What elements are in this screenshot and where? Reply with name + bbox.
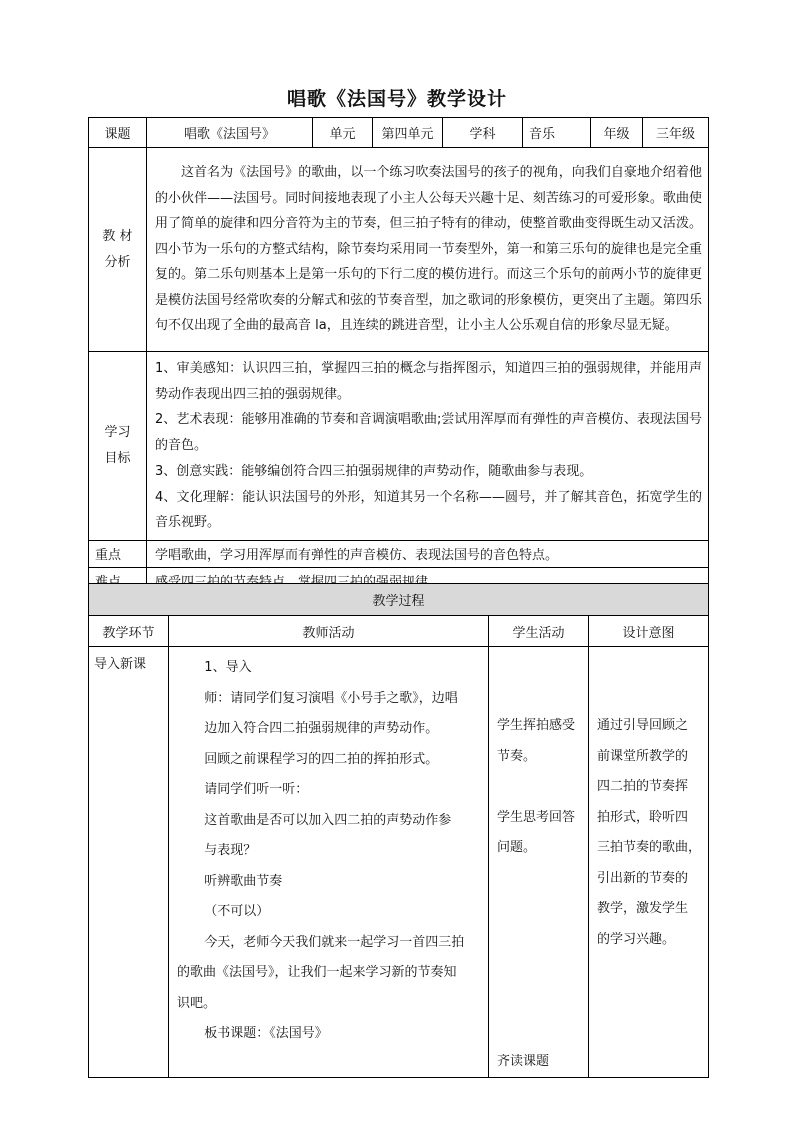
teacher-activity bbox=[169, 647, 489, 1078]
student-line: 问题。 bbox=[497, 840, 537, 855]
intent-line: 三拍节奏的歌曲， bbox=[597, 840, 702, 855]
course-info-table bbox=[88, 117, 709, 595]
intent-line: 通过引导回顾之 bbox=[597, 718, 689, 733]
objectives-label-line2: 目标 bbox=[104, 450, 131, 466]
key-point-label: 重点 bbox=[89, 540, 147, 567]
unit-label: 单元 bbox=[313, 118, 373, 148]
teacher-line: 1、导入 bbox=[204, 660, 252, 675]
intent-line: 四二拍的节奏挥 bbox=[597, 779, 689, 794]
teaching-process-table bbox=[88, 583, 709, 1078]
process-header-row bbox=[89, 584, 709, 616]
subject-label: 学科 bbox=[443, 118, 523, 148]
objectives-row bbox=[89, 352, 709, 541]
student-line bbox=[497, 864, 582, 895]
student-line bbox=[497, 772, 582, 803]
teacher-line: 的歌曲《法国号》，让我们一起来学习新的节奏知 bbox=[177, 965, 457, 980]
intent-spacer bbox=[597, 955, 702, 1015]
student-line: 节奏。 bbox=[497, 748, 537, 764]
student-line bbox=[497, 1016, 582, 1047]
col-teacher: 教师活动 bbox=[169, 616, 489, 647]
grade-label: 年级 bbox=[591, 118, 643, 148]
objective-item: 4、文化理解：能认识法国号的外形，知道其另一个名称——圆号，并了解其音色，拓宽学生的音乐视野。 bbox=[155, 489, 702, 531]
intent-line: 引出新的节奏的 bbox=[597, 870, 689, 886]
subject-value: 音乐 bbox=[523, 118, 591, 148]
student-line bbox=[497, 925, 582, 956]
intent-line: 前课堂所教学的 bbox=[597, 748, 689, 764]
student-line: 齐读课题 bbox=[497, 1053, 550, 1069]
info-row bbox=[89, 118, 709, 148]
teacher-line: 板书课题：《法国号》 bbox=[204, 1026, 328, 1041]
student-line bbox=[497, 955, 582, 986]
teacher-line: 今天，老师今天我们就来一起学习一首四三拍 bbox=[204, 934, 465, 950]
objectives-label-line1: 学习 bbox=[104, 424, 131, 440]
analysis-label-line1: 教 材 bbox=[102, 228, 133, 244]
teacher-line: 边加入符合四二拍强弱规律的声势动作。 bbox=[204, 721, 439, 736]
col-intent: 设计意图 bbox=[589, 616, 709, 647]
intent-line: 的学习兴趣。 bbox=[597, 931, 676, 947]
objective-item: 2、艺术表现：能够用准确的节奏和音调演唱歌曲;尝试用浑厚而有弹性的声音模仿、表现法国号的音色。 bbox=[155, 412, 702, 454]
teacher-line: 识吧。 bbox=[177, 995, 217, 1011]
objective-item: 1、审美感知：认识四三拍，掌握四三拍的概念与指挥图示，知道四三拍的强弱规律，并能用声势动作表现出四三拍的强弱规律。 bbox=[155, 361, 702, 402]
teacher-line: 听辨歌曲节奏 bbox=[204, 873, 283, 889]
student-activity bbox=[489, 647, 589, 1078]
teacher-line: 与表现？ bbox=[204, 843, 257, 858]
objectives-list bbox=[147, 352, 709, 541]
teacher-line: （不可以） bbox=[204, 904, 270, 919]
col-stage: 教学环节 bbox=[89, 616, 169, 647]
course-label: 课题 bbox=[89, 118, 147, 148]
process-columns-row bbox=[89, 616, 709, 647]
intent-line: 教学，激发学生 bbox=[597, 901, 689, 916]
teacher-line: 请同学们听一听： bbox=[204, 782, 309, 797]
student-line: 学生思考回答 bbox=[497, 809, 576, 825]
objectives-label bbox=[89, 352, 147, 541]
teacher-line: 这首歌曲是否可以加入四二拍的声势动作参 bbox=[204, 812, 452, 828]
stage-name: 导入新课 bbox=[89, 647, 169, 1078]
student-line: 学生挥拍感受 bbox=[497, 718, 576, 733]
analysis-label-line2: 分析 bbox=[104, 254, 131, 270]
teacher-line: 回顾之前课程学习的四二拍的挥拍形式。 bbox=[204, 751, 439, 767]
student-line bbox=[497, 894, 582, 925]
key-point-text: 学唱歌曲，学习用浑厚而有弹性的声音模仿、表现法国号的音色特点。 bbox=[147, 540, 709, 567]
analysis-label bbox=[89, 148, 147, 352]
course-value: 唱歌《法国号》 bbox=[147, 118, 313, 148]
teacher-line: 师：请同学们复习演唱《小号手之歌》，边唱 bbox=[204, 690, 458, 706]
process-header: 教学过程 bbox=[89, 584, 709, 616]
unit-value: 第四单元 bbox=[373, 118, 443, 148]
objective-item: 3、创意实践：能够编创符合四三拍强弱规律的声势动作，随歌曲参与表现。 bbox=[155, 463, 593, 479]
document-title: 唱歌《法国号》教学设计 bbox=[286, 88, 507, 110]
design-intent bbox=[589, 647, 709, 1078]
intent-line: 拍形式，聆听四 bbox=[597, 809, 689, 825]
col-student: 学生活动 bbox=[489, 616, 589, 647]
student-line bbox=[497, 986, 582, 1017]
grade-value: 三年级 bbox=[643, 118, 709, 148]
key-point-row bbox=[89, 540, 709, 567]
analysis-row bbox=[89, 148, 709, 352]
analysis-text: 这首名为《法国号》的歌曲，以一个练习吹奏法国号的孩子的视角，向我们自豪地介绍着他的小伙伴——法国号。同时间接地表现了小主人公每天兴趣十足、刻苦练习的可爱形象。歌曲使用了简单的旋律和四分音符为主的节奏，但三拍子特有的律动，使整首歌曲变得既生动又活泼。四小节为一乐句的方整式结构，除节奏均采用同一节奏型外，第一和第三乐句的旋律也是完全重复的。第二乐句则基本上是第一乐句的下行二度的模仿进行。而这三个乐句的前两小节的旋律更是模仿法国号经常吹奏的分解式和弦的节奏音型，加之歌词的形象模仿，更突出了主题。第四乐句不仅出现了全曲的最高音 la，且连续的跳进音型，让小主人公乐观自信的形象尽显无疑。 bbox=[155, 164, 702, 334]
process-row-intro bbox=[89, 647, 709, 1078]
analysis-text-cell bbox=[147, 148, 709, 352]
